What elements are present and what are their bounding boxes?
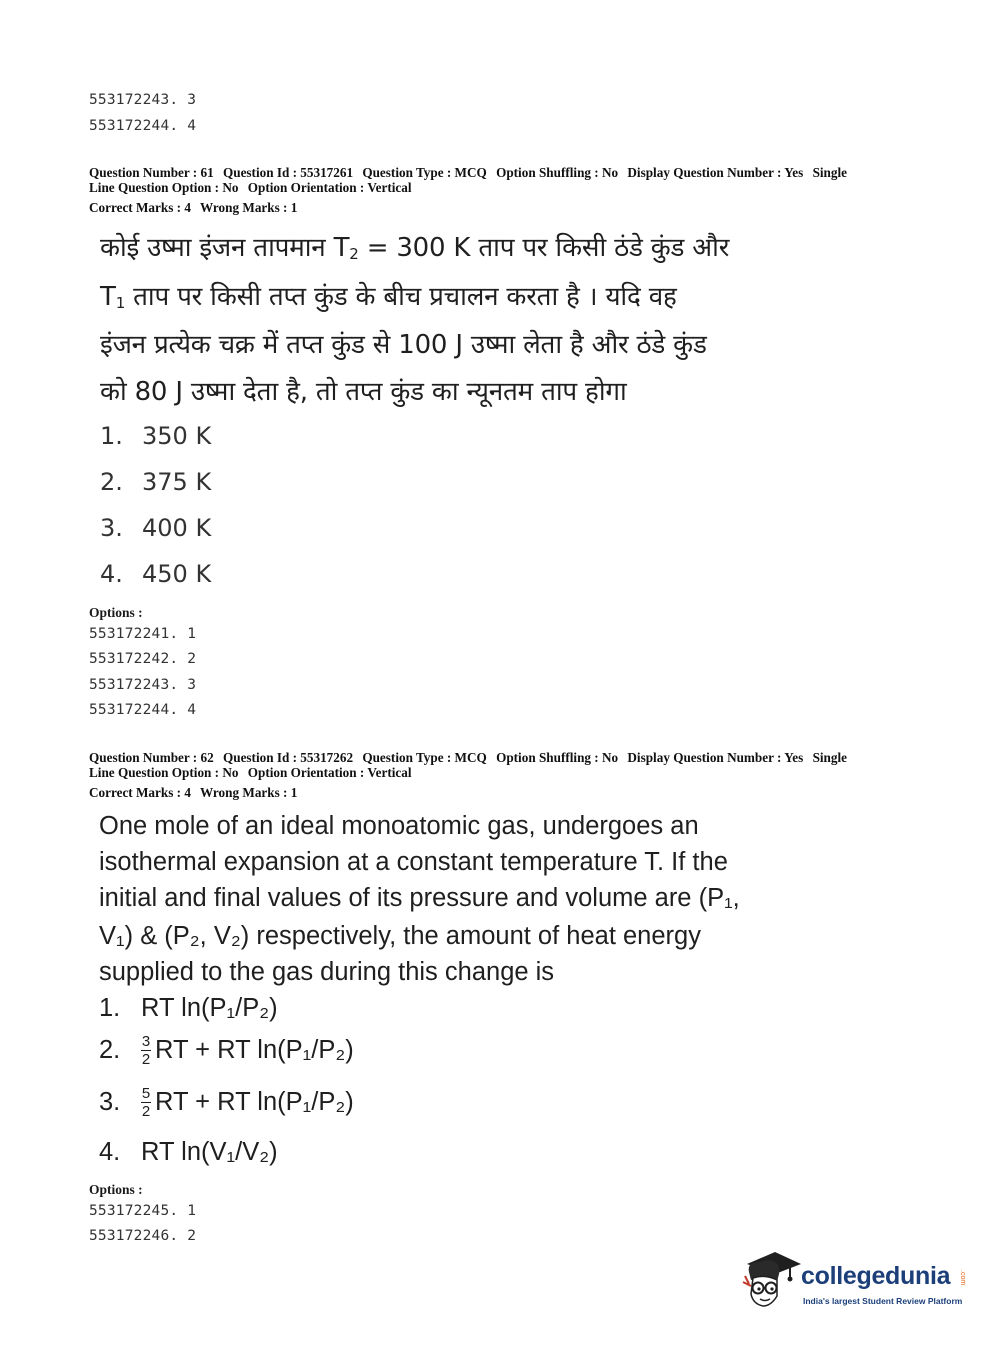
question-text-line: इंजन प्रत्येक चक्र में तप्त कुंड से 100 J उष्मा लेता है और ठंडे कुंड: [100, 330, 707, 360]
question-text-line: V₁) & (P₂, V₂) respectively, the amount of heat energy: [99, 922, 701, 950]
answer-choice: 2. $\frac{3}{2}$ RT + RT ln(P₁/P₂): [99, 1033, 354, 1068]
question-text-line: supplied to the gas during this change is: [99, 958, 555, 986]
option-line: 553172245. 1: [89, 1203, 197, 1219]
question-text-line: कोई उष्मा इंजन तापमान $T_2 = 300$ K ताप पर किसी ठंडे कुंड और: [100, 233, 730, 263]
option-line: 553172241. 1: [89, 626, 197, 642]
question-text-line: $T_1$ ताप पर किसी तप्त कुंड के बीच प्रचालन करता है । यदि वह: [100, 282, 677, 312]
option-line: 553172246. 2: [89, 1228, 197, 1244]
answer-choice: 3. $\frac{5}{2}$ RT + RT ln(P₁/P₂): [99, 1085, 354, 1120]
mascot-icon: [741, 1248, 801, 1312]
logo-tagline: India's largest Student Review Platform: [803, 1296, 963, 1306]
fraction: $\frac{3}{2}$: [141, 1033, 151, 1068]
option-line: 553172242. 2: [89, 651, 197, 667]
option-line: 553172244. 4: [89, 118, 197, 134]
options-heading: Options :: [89, 1182, 143, 1197]
question-meta: Question Number : 61 Question Id : 55317261 Question Type : MCQ Option Shuffling : No Display Question Number : Yes Single Line Question Option : No Option Orientation : Vertical Correct Marks : 4 Wrong Marks : 1: [89, 165, 848, 215]
answer-choice: 4. 450 K: [100, 560, 212, 588]
answer-choice: 4. RT ln(V₁/V₂): [99, 1138, 278, 1166]
question-text-line: One mole of an ideal monoatomic gas, undergoes an: [99, 812, 699, 840]
option-line: 553172243. 3: [89, 92, 197, 108]
option-line: 553172243. 3: [89, 677, 197, 693]
question-text-line: isothermal expansion at a constant temperature T. If the: [99, 848, 728, 876]
logo-domain: .com: [959, 1270, 966, 1286]
collegedunia-logo: [741, 1248, 981, 1318]
logo-wordmark: collegedunia: [801, 1262, 951, 1290]
options-heading: Options :: [89, 605, 143, 620]
question-meta: Question Number : 62 Question Id : 55317262 Question Type : MCQ Option Shuffling : No Display Question Number : Yes Single Line Question Option : No Option Orientation : Vertical Correct Marks : 4 Wrong Marks : 1: [89, 750, 848, 800]
answer-choice: 1. RT ln(P₁/P₂): [99, 994, 278, 1022]
answer-choice: 1. 350 K: [100, 422, 212, 450]
answer-choice: 2. 375 K: [100, 468, 212, 496]
question-text-line: initial and final values of its pressure and volume are (P₁,: [99, 884, 740, 912]
fraction: $\frac{5}{2}$: [141, 1085, 151, 1120]
question-text-line: को 80 J उष्मा देता है, तो तप्त कुंड का न्यूनतम ताप होगा: [100, 377, 627, 407]
answer-choice: 3. 400 K: [100, 514, 212, 542]
option-line: 553172244. 4: [89, 702, 197, 718]
